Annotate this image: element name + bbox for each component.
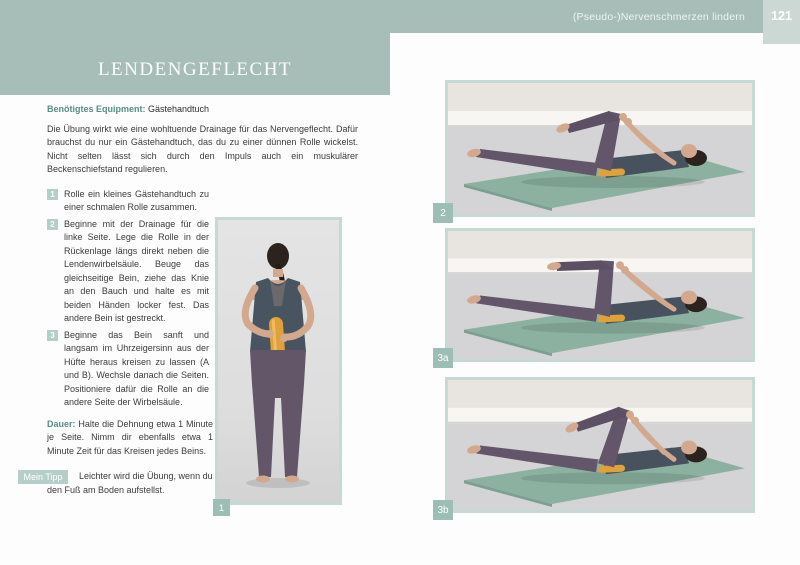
step-item-2 bbox=[47, 218, 209, 326]
tip-text: Leichter wird die Übung, wenn du den Fuß am Boden aufstellst. bbox=[47, 471, 213, 495]
equipment-label: Benötigtes Equipment: bbox=[47, 104, 146, 114]
photo-label-2: 2 bbox=[433, 203, 453, 223]
step-number-badge: 1 bbox=[47, 189, 58, 200]
photo-lying-illustration bbox=[448, 231, 752, 359]
duration-text: Halte die Dehnung etwa 1 Minute je Seite. Nimm dir ebenfalls etwa 1 Minute Zeit für das Kreisen jedes Beins. bbox=[47, 418, 213, 456]
chapter-title: (Pseudo-)Nervenschmerzen lindern bbox=[572, 10, 745, 23]
photo-lying-illustration bbox=[448, 380, 752, 510]
step-number-badge: 3 bbox=[47, 330, 58, 341]
tip-badge: Mein Tipp bbox=[18, 470, 68, 484]
page-title: LENDENGEFLECHT bbox=[97, 59, 293, 80]
step-text: Rolle ein kleines Gästehandtuch zu einer schmalen Rolle zusammen. bbox=[64, 188, 209, 212]
step-number-badge: 2 bbox=[47, 219, 58, 230]
photo-label-1: 1 bbox=[213, 499, 230, 516]
photo-leg-circle-b bbox=[445, 377, 755, 513]
duration-label: Dauer: bbox=[47, 418, 76, 429]
step-text: Beginne das Bein sanft und langsam im Uhrzeigersinn aus der Hüfte heraus kreisen zu lassen (A und B). Wechsle danach die Seiten. Positioniere dafür die Rolle an die andere Seite der Wirbelsäule. bbox=[64, 329, 209, 407]
equipment-line bbox=[47, 103, 358, 117]
page-number: 121 bbox=[763, 0, 800, 44]
step-text: Beginne mit der Drainage für die linke Seite. Lege die Rolle in der Rückenlage längs direkt neben die Lendenwirbelsäule. Beuge das gleichseitige Bein, ziehe das Knie an den Bauch und halte es mit beiden Händen locker fest. Das andere Bein ist gestreckt. bbox=[64, 218, 209, 323]
photo-label-3b: 3b bbox=[433, 500, 453, 520]
equipment-value: Gästehandtuch bbox=[148, 104, 210, 114]
photo-lying-illustration bbox=[448, 83, 752, 214]
header-bar bbox=[0, 0, 800, 33]
step-item-3 bbox=[47, 329, 209, 410]
steps-list bbox=[23, 188, 213, 498]
tip-paragraph bbox=[23, 470, 217, 497]
photo-standing-towel bbox=[215, 217, 342, 505]
photo-leg-circle-a bbox=[445, 228, 755, 362]
photo-standing-illustration bbox=[218, 220, 339, 502]
photo-knee-to-chest bbox=[445, 80, 755, 217]
step-item-1 bbox=[47, 188, 209, 215]
duration-paragraph bbox=[47, 418, 213, 459]
photo-label-3a: 3a bbox=[433, 348, 453, 368]
intro-paragraph: Die Übung wirkt wie eine wohltuende Drainage für das Nervengeflecht. Dafür brauchst du nur ein Gästehandtuch, das du zu einer dünnen Rolle wickelst. Nicht selten lässt sich durch den Impuls auch ein muskulärer Beckenschiefstand regulieren. bbox=[47, 123, 358, 174]
